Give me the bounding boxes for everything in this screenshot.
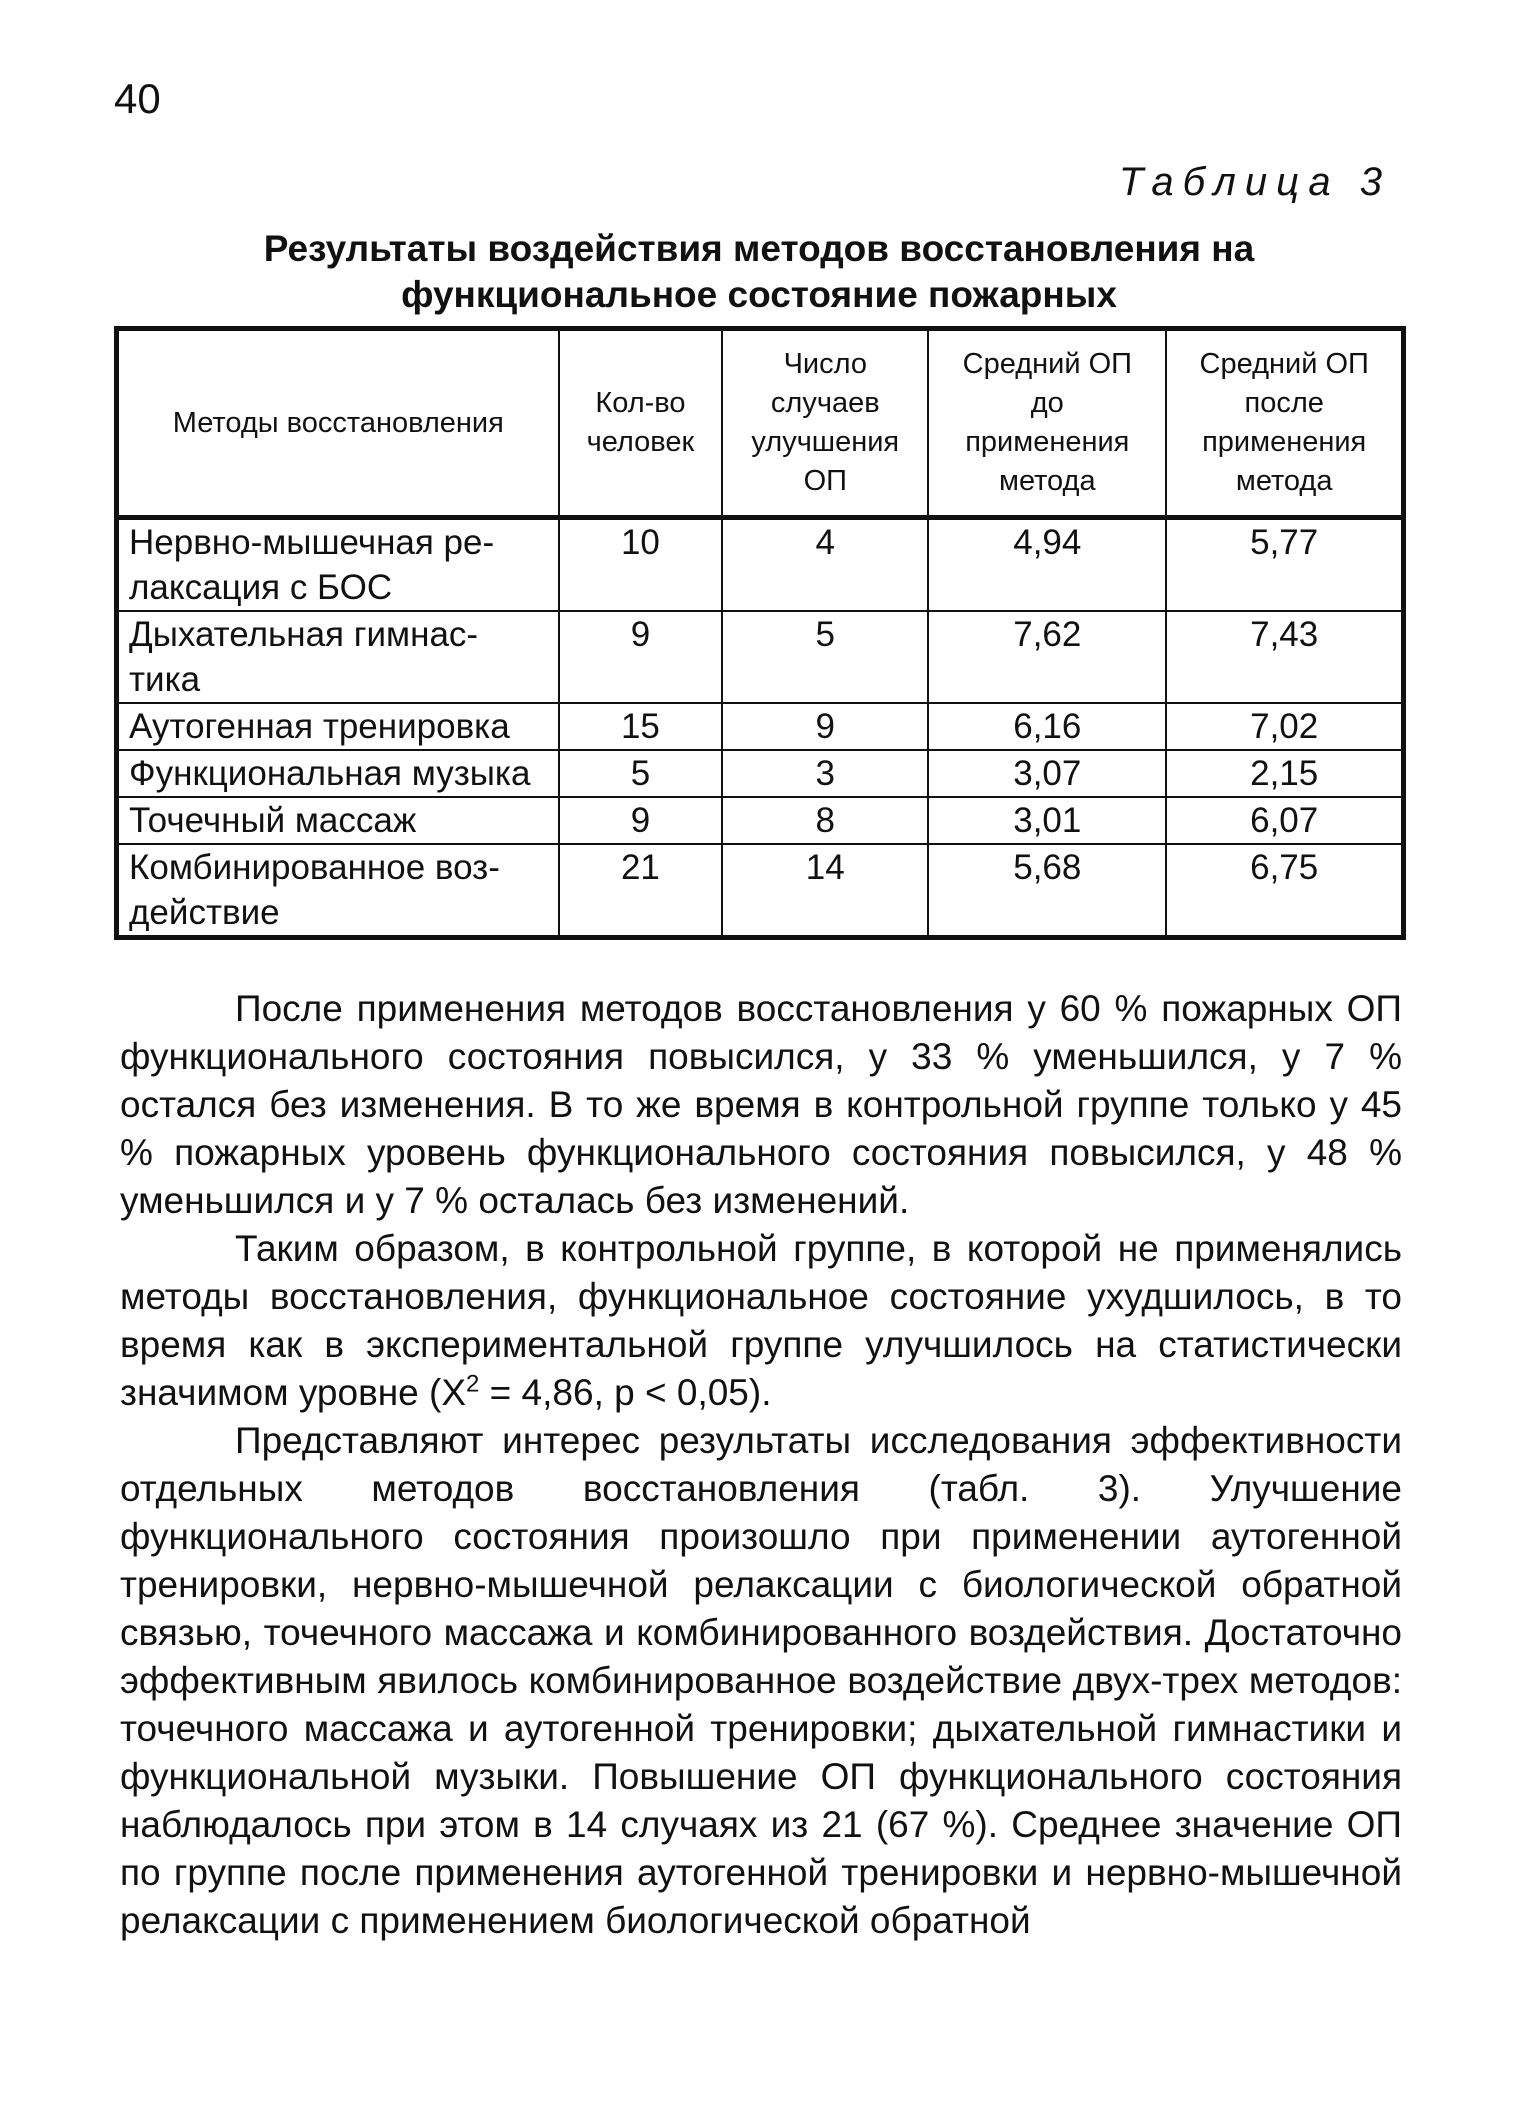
- paragraph-text: Таким образом, в контрольной группе, в которой не применялись методы восстановления, функциональное состояние ухудшилось, в то время как в экспериментальной группе улучшилось на статистически значимом уровне (Х: [120, 1228, 1402, 1413]
- table-row: [117, 797, 1404, 844]
- before-cell: 3,01: [928, 797, 1166, 844]
- before-cell: 4,94: [928, 518, 1166, 612]
- count-cell: 15: [559, 703, 723, 750]
- paragraph: [120, 1225, 1402, 1417]
- results-table: [114, 326, 1406, 940]
- method-line: Точечный массаж: [129, 801, 417, 840]
- method-line: Аутогенная тренировка: [129, 707, 510, 746]
- table-header-row: [117, 329, 1404, 518]
- header-improved: Число случаев улучшения ОП: [722, 329, 928, 518]
- before-cell: 6,16: [928, 703, 1166, 750]
- improved-cell: 5: [722, 611, 928, 703]
- improved-cell: 3: [722, 750, 928, 797]
- table-row: [117, 844, 1404, 938]
- after-cell: 7,02: [1166, 703, 1403, 750]
- table-row: [117, 518, 1404, 612]
- improved-cell: 9: [722, 703, 928, 750]
- method-line: Нервно-мышечная ре-: [129, 523, 495, 562]
- method-cell: [117, 518, 559, 612]
- table-row: [117, 750, 1404, 797]
- superscript: 2: [466, 1370, 480, 1398]
- table-title-line: функциональное состояние пожарных: [401, 274, 1117, 315]
- method-line: Дыхательная гимнас-: [129, 615, 479, 654]
- improved-cell: 8: [722, 797, 928, 844]
- table-title: [114, 226, 1404, 318]
- count-cell: 9: [559, 611, 723, 703]
- table-title-line: Результаты воздействия методов восстановления на: [263, 228, 1255, 269]
- method-cell: [117, 797, 559, 844]
- after-cell: 5,77: [1166, 518, 1403, 612]
- count-cell: 10: [559, 518, 723, 612]
- method-line: Функциональная музыка: [129, 754, 531, 793]
- improved-cell: 4: [722, 518, 928, 612]
- paragraph: Представляют интерес результаты исследования эффективности отдельных методов восстановления (табл. 3). Улучшение функционального состояния произошло при применении аутогенной тренировки, нервно-мышечной релаксации с биологической обратной связью, точечного массажа и комбинированного воздействия. Достаточно эффективным явилось комбинированное воздействие двух-трех методов: точечного массажа и аутогенной тренировки; дыхательной гимнастики и функциональной музыки. Повышение ОП функционального состояния наблюдалось при этом в 14 случаях из 21 (67 %). Среднее значение ОП по группе после применения аутогенной тренировки и нервно-мышечной релаксации с применением биологической обратной: [120, 1420, 1402, 1941]
- method-line: действие: [129, 893, 280, 932]
- method-line: Комбинированное воз-: [129, 848, 500, 887]
- body-text: [120, 985, 1402, 1945]
- improved-cell: 14: [722, 844, 928, 938]
- paragraph: После применения методов восстановления у 60 % пожарных ОП функционального состояния повысился, у 33 % уменьшился, у 7 % остался без изменения. В то же время в контрольной группе только у 45 % пожарных уровень функционального состояния повысился, у 48 % уменьшился и у 7 % осталась без изменений.: [120, 988, 1402, 1221]
- header-methods: Методы восстановления: [117, 329, 559, 518]
- after-cell: 6,75: [1166, 844, 1403, 938]
- method-cell: [117, 703, 559, 750]
- count-cell: 21: [559, 844, 723, 938]
- count-cell: 9: [559, 797, 723, 844]
- after-cell: 7,43: [1166, 611, 1403, 703]
- method-line: тика: [129, 660, 201, 699]
- after-cell: 2,15: [1166, 750, 1403, 797]
- table-row: [117, 703, 1404, 750]
- header-count: Кол-во человек: [559, 329, 723, 518]
- method-cell: [117, 750, 559, 797]
- before-cell: 7,62: [928, 611, 1166, 703]
- method-cell: [117, 844, 559, 938]
- table-label: Таблица 3: [1118, 160, 1391, 204]
- before-cell: 5,68: [928, 844, 1166, 938]
- header-before: Средний ОП до применения метода: [928, 329, 1166, 518]
- count-cell: 5: [559, 750, 723, 797]
- paragraph-text: = 4,86, р < 0,05).: [479, 1372, 772, 1413]
- page-number: 40: [114, 75, 161, 122]
- method-cell: [117, 611, 559, 703]
- before-cell: 3,07: [928, 750, 1166, 797]
- after-cell: 6,07: [1166, 797, 1403, 844]
- header-after: Средний ОП после применения метода: [1166, 329, 1403, 518]
- table-row: [117, 611, 1404, 703]
- method-line: лаксация с БОС: [129, 568, 393, 607]
